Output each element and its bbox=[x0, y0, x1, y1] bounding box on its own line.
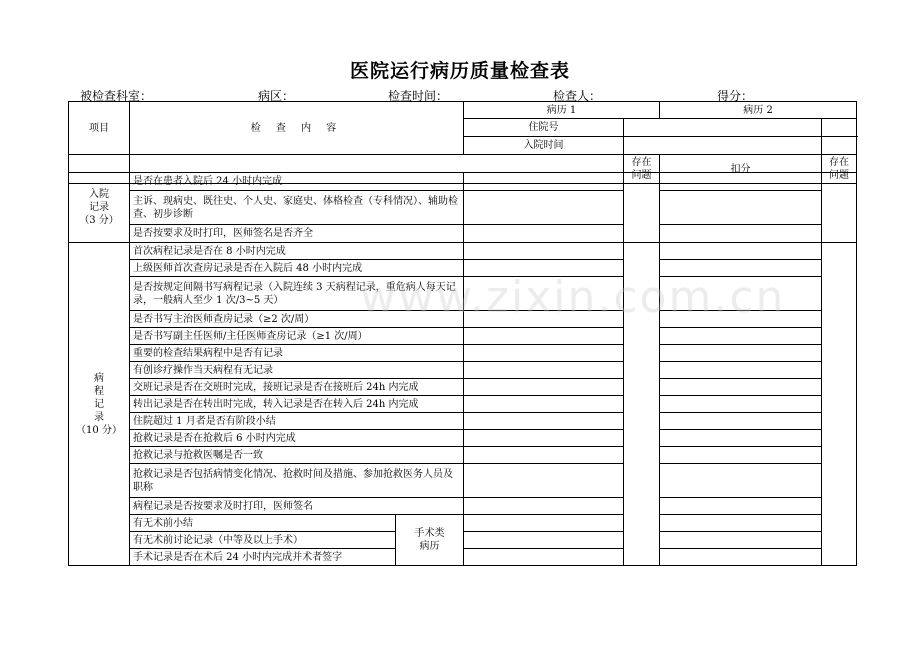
check-item: 抢救记录与抢救医嘱是否一致 bbox=[130, 447, 464, 464]
table-row bbox=[69, 345, 857, 362]
table-row bbox=[69, 243, 857, 260]
case1-issue-cell[interactable] bbox=[464, 549, 624, 566]
case2-issue-cell[interactable] bbox=[660, 396, 822, 413]
case1-issue-cell[interactable] bbox=[464, 515, 624, 532]
check-item: 是否按规定间隔书写病程记录（入院连续 3 天病程记录，重危病人每天记录，一般病人至少 1 次/3~5 天） bbox=[130, 277, 464, 311]
table-row bbox=[69, 277, 857, 311]
section-label: 记录 bbox=[89, 202, 109, 213]
header-issues-2: 存在问题 bbox=[822, 155, 857, 184]
case2-issue-cell[interactable] bbox=[660, 532, 822, 549]
meta-score: 得分： bbox=[717, 89, 754, 103]
check-item: 手术记录是否在术后 24 小时内完成并术者签字 bbox=[130, 549, 396, 566]
check-item: 首次病程记录是否在 8 小时内完成 bbox=[130, 243, 464, 260]
case2-issue-cell[interactable] bbox=[660, 328, 822, 345]
meta-time: 检查时间： bbox=[388, 89, 449, 103]
check-item: 重要的检查结果病程中是否有记录 bbox=[130, 345, 464, 362]
check-item: 抢救记录是否在抢救后 6 小时内完成 bbox=[130, 430, 464, 447]
header-admission-time: 入院时间 bbox=[464, 137, 624, 155]
case2-admission-time-cell[interactable] bbox=[822, 137, 857, 155]
header-deduct-1: 扣分 bbox=[660, 155, 822, 184]
table-row bbox=[69, 311, 857, 328]
check-item: 交班记录是否在交班时完成，接班记录是否在接班后 24h 内完成 bbox=[130, 379, 464, 396]
case1-deduct-cell[interactable] bbox=[624, 243, 660, 566]
case1-issue-cell[interactable] bbox=[464, 532, 624, 549]
case2-deduct-cell[interactable] bbox=[822, 173, 857, 243]
case1-issue-cell[interactable] bbox=[464, 328, 624, 345]
case1-issue-cell[interactable] bbox=[464, 362, 624, 379]
case2-issue-cell[interactable] bbox=[660, 277, 822, 311]
check-item: 是否在患者入院后 24 小时内完成 bbox=[130, 173, 464, 191]
case2-issue-cell[interactable] bbox=[660, 311, 822, 328]
case2-issue-cell[interactable] bbox=[660, 173, 822, 191]
case2-issue-cell[interactable] bbox=[660, 191, 822, 225]
case1-issue-cell[interactable] bbox=[464, 379, 624, 396]
table-row bbox=[69, 362, 857, 379]
table-row bbox=[69, 379, 857, 396]
inspection-body bbox=[68, 172, 857, 566]
case2-issue-cell[interactable] bbox=[660, 379, 822, 396]
header-row-1 bbox=[69, 102, 857, 119]
section-label: 记 bbox=[94, 398, 104, 410]
case1-deduct-cell[interactable] bbox=[624, 173, 660, 243]
section-label: 程 bbox=[94, 385, 104, 397]
case1-issue-cell[interactable] bbox=[464, 277, 624, 311]
check-item: 是否书写主治医师查房记录（≥2 次/周） bbox=[130, 311, 464, 328]
case2-issue-cell[interactable] bbox=[660, 549, 822, 566]
case1-admission-no-cell[interactable] bbox=[624, 119, 822, 137]
case2-issue-cell[interactable] bbox=[660, 243, 822, 260]
meta-inspector: 检查人： bbox=[553, 89, 602, 103]
table-row bbox=[69, 225, 857, 243]
section-label: （3 分） bbox=[79, 215, 119, 226]
surgery-label: 手术类 bbox=[414, 528, 445, 539]
check-item: 转出记录是否在转出时完成，转入记录是否在转入后 24h 内完成 bbox=[130, 396, 464, 413]
case2-admission-no-cell[interactable] bbox=[822, 119, 857, 137]
case1-issue-cell[interactable] bbox=[464, 430, 624, 447]
case2-issue-cell[interactable] bbox=[660, 225, 822, 243]
case2-issue-cell[interactable] bbox=[660, 345, 822, 362]
case2-issue-cell[interactable] bbox=[660, 413, 822, 430]
check-item: 病程记录是否按要求及时打印，医师签名 bbox=[130, 498, 464, 515]
table-row bbox=[69, 464, 857, 498]
case1-issue-cell[interactable] bbox=[464, 345, 624, 362]
surgery-label: 病历 bbox=[419, 541, 440, 552]
section-admission-label bbox=[69, 173, 130, 243]
case2-issue-cell[interactable] bbox=[660, 515, 822, 532]
check-item: 有无术前小结 bbox=[130, 515, 396, 532]
meta-dept: 被检查科室： bbox=[80, 89, 153, 103]
case2-issue-cell[interactable] bbox=[660, 498, 822, 515]
case1-issue-cell[interactable] bbox=[464, 447, 624, 464]
case1-issue-cell[interactable] bbox=[464, 396, 624, 413]
page-title: 医院运行病历质量检查表 bbox=[349, 60, 570, 82]
case1-issue-cell[interactable] bbox=[464, 413, 624, 430]
section-label: （10 分） bbox=[76, 424, 122, 436]
case1-issue-cell[interactable] bbox=[464, 173, 624, 191]
table-row bbox=[69, 515, 857, 532]
check-item: 抢救记录是否包括病情变化情况、抢救时间及措施、参加抢救医务人员及职称 bbox=[130, 464, 464, 498]
case1-issue-cell[interactable] bbox=[464, 498, 624, 515]
table-row bbox=[69, 498, 857, 515]
case1-issue-cell[interactable] bbox=[464, 464, 624, 498]
header-item: 项目 bbox=[69, 102, 130, 155]
check-item: 住院超过 1 月者是否有阶段小结 bbox=[130, 413, 464, 430]
case1-admission-time-cell[interactable] bbox=[624, 137, 822, 155]
section-label: 病 bbox=[94, 372, 104, 384]
check-item: 是否按要求及时打印，医师签名是否齐全 bbox=[130, 225, 464, 243]
header-issues-1: 存在问题 bbox=[624, 155, 660, 184]
case2-issue-cell[interactable] bbox=[660, 362, 822, 379]
table-row bbox=[69, 430, 857, 447]
case1-issue-cell[interactable] bbox=[464, 191, 624, 225]
check-item: 主诉、现病史、既往史、个人史、家庭史、体格检查（专科情况）、辅助检查、初步诊断 bbox=[130, 191, 464, 225]
section-progress-label bbox=[69, 243, 130, 566]
header-content: 检 查 内 容 bbox=[130, 102, 464, 155]
case2-issue-cell[interactable] bbox=[660, 464, 822, 498]
header-case2: 病历 2 bbox=[660, 102, 857, 119]
table-row bbox=[69, 413, 857, 430]
header-admission-no: 住院号 bbox=[464, 119, 624, 137]
case1-issue-cell[interactable] bbox=[464, 311, 624, 328]
table-row bbox=[69, 173, 857, 191]
case2-issue-cell[interactable] bbox=[660, 447, 822, 464]
header-case1: 病历 1 bbox=[464, 102, 660, 119]
case1-issue-cell[interactable] bbox=[464, 225, 624, 243]
check-item: 上级医师首次查房记录是否在入院后 48 小时内完成 bbox=[130, 260, 464, 277]
case1-issue-cell[interactable] bbox=[464, 260, 624, 277]
table-row bbox=[69, 396, 857, 413]
section-label: 入院 bbox=[89, 189, 109, 200]
surgery-category-label bbox=[396, 515, 464, 566]
case2-deduct-cell[interactable] bbox=[822, 243, 857, 566]
case1-issue-cell[interactable] bbox=[464, 243, 624, 260]
check-item: 有创诊疗操作当天病程有无记录 bbox=[130, 362, 464, 379]
case2-issue-cell[interactable] bbox=[660, 430, 822, 447]
table-row bbox=[69, 447, 857, 464]
meta-ward: 病区： bbox=[258, 89, 295, 103]
case2-issue-cell[interactable] bbox=[660, 260, 822, 277]
table-row bbox=[69, 328, 857, 345]
check-item: 是否书写副主任医师/主任医师查房记录（≥1 次/周） bbox=[130, 328, 464, 345]
watermark: www.zixin.com.cn bbox=[360, 272, 786, 323]
section-label: 录 bbox=[94, 411, 104, 423]
table-row bbox=[69, 260, 857, 277]
check-item: 有无术前讨论记录（中等及以上手术） bbox=[130, 532, 396, 549]
table-row bbox=[69, 191, 857, 225]
